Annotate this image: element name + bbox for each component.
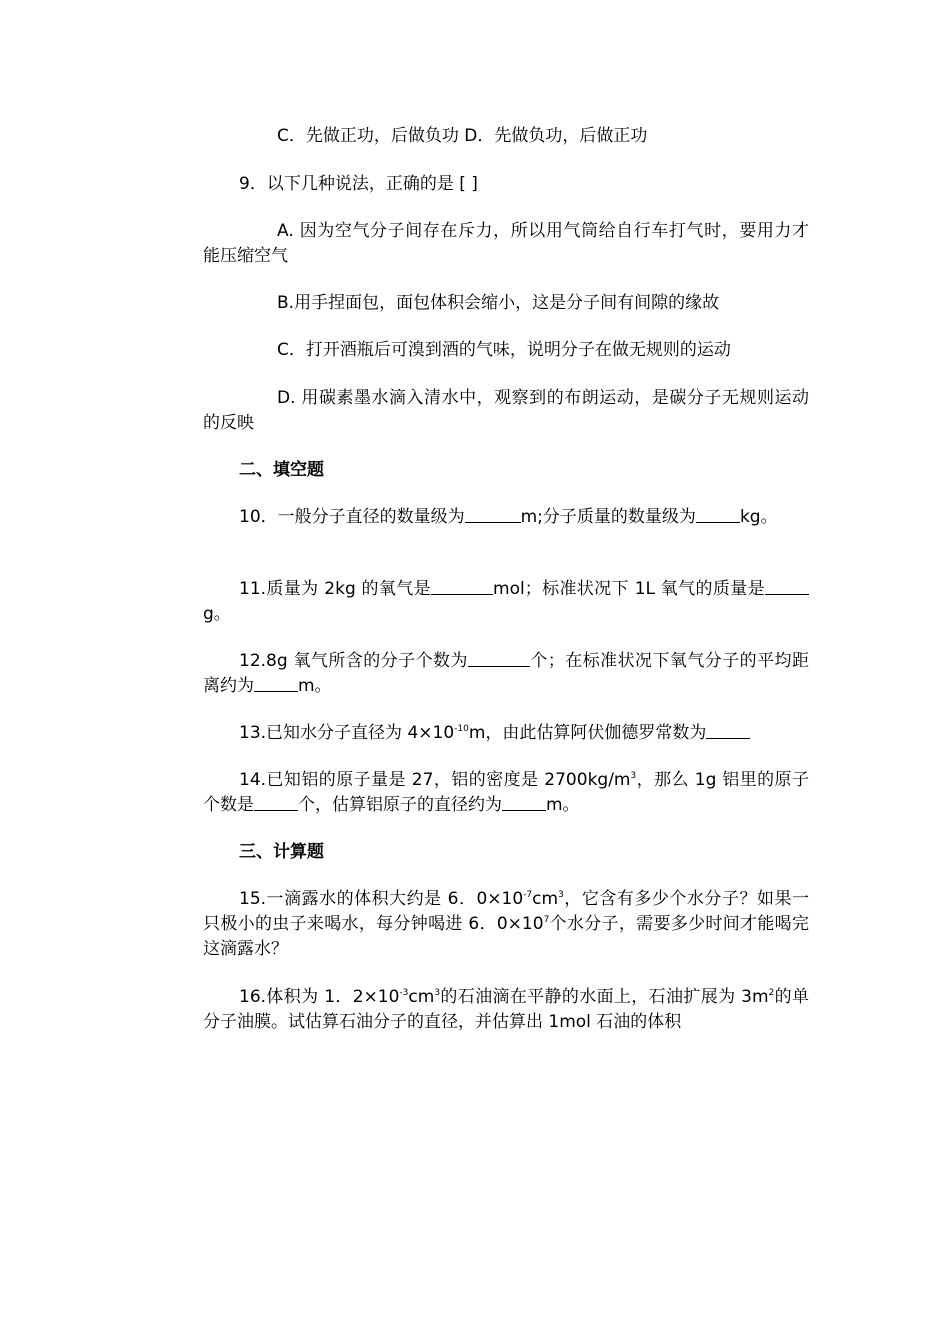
q9-option-b: B.用手捏面包，面包体积会缩小，这是分子间有间隙的缘故	[277, 293, 720, 313]
q11	[203, 577, 809, 627]
q9-option-a: A. 因为空气分子间存在斥力，所以用气筒给自行车打气时，要用力才能压缩空气	[203, 221, 809, 266]
q14-text-1: 14.已知铝的原子量是 27，铝的密度是 2700kg/m	[239, 770, 631, 790]
q9-stem: 9．以下几种说法，正确的是 [ ]	[239, 174, 478, 194]
q16-text-2: cm	[408, 987, 435, 1007]
q15-exponent-3: 7	[543, 915, 550, 925]
q12-blank-1	[468, 649, 530, 667]
q12-text-3: m。	[298, 676, 332, 696]
q15-text-4: 个水分子，需要多少时间才能喝完这滴露水？	[203, 914, 809, 959]
q16	[203, 985, 809, 1035]
q16-text-4: 的单分子油膜。试估算石油分子的直径，并估算出 1mol 石油的体积	[203, 987, 810, 1032]
q13-blank-1	[706, 721, 750, 739]
q16-exponent-3: 2	[768, 988, 775, 998]
q12-text-2: 个；在标准状况下氧气分子的平均距离约为	[203, 651, 810, 696]
section-calculation-title: 三、计算题	[239, 842, 324, 862]
q13	[203, 721, 809, 746]
q10-text-1: 10．一般分子直径的数量级为	[239, 507, 465, 527]
q14-blank-2	[502, 793, 546, 811]
q15-text-3: ，它含有多少个水分子？如果一只极小的虫子来喝水，每分钟喝进 6．0×10	[203, 889, 809, 934]
q15-text-2: cm	[532, 889, 559, 909]
q10-blank-2	[696, 505, 740, 523]
q13-text-2: m，由此估算阿伏伽德罗常数为	[468, 723, 707, 743]
q12	[203, 649, 809, 699]
q15-exponent-2: 3	[558, 890, 564, 900]
q12-text-1: 12.8g 氧气所含的分子个数为	[239, 651, 468, 671]
q11-blank-2	[765, 577, 809, 595]
q16-text-3: 的石油滴在平静的水面上，石油扩展为 3m	[440, 987, 769, 1007]
q13-exponent: -10	[454, 724, 469, 734]
q11-text-2: mol；标准状况下 1L 氧气的质量是	[493, 579, 765, 599]
q15-text-1: 15.一滴露水的体积大约是 6．0×10	[239, 889, 524, 909]
q14-exponent: 3	[630, 771, 637, 781]
q16-text-1: 16.体积为 1．2×10	[239, 987, 400, 1007]
q14-text-2: ，那么 1g 铝里的原子个数是	[203, 770, 809, 815]
section-fill-in-title: 二、填空题	[239, 460, 324, 480]
q14-blank-1	[254, 793, 298, 811]
q10	[203, 505, 809, 530]
q9-option-c: C．打开酒瓶后可溴到酒的气味，说明分子在做无规则的运动	[277, 340, 731, 360]
q11-text-3: g。	[203, 604, 231, 624]
q12-blank-2	[254, 674, 298, 692]
q14	[203, 768, 809, 818]
q11-blank-1	[431, 577, 493, 595]
q8-options-cd: C．先做正功，后做负功 D．先做负功，后做正功	[277, 126, 648, 146]
q15-exponent-1: -7	[523, 890, 533, 900]
q10-blank-1	[465, 505, 521, 523]
q16-exponent-2: 3	[434, 988, 441, 998]
q10-text-3: kg。	[739, 507, 778, 527]
q10-text-2: m;分子质量的数量级为	[520, 507, 696, 527]
q13-text-1: 13.已知水分子直径为 4×10	[239, 723, 455, 743]
q16-exponent-1: -3	[399, 988, 409, 998]
q14-text-3: 个，估算铝原子的直径约为	[298, 795, 502, 815]
q11-text-1: 11.质量为 2kg 的氧气是	[239, 579, 432, 599]
q15	[203, 887, 809, 962]
q9-option-d: D. 用碳素墨水滴入清水中，观察到的布朗运动，是碳分子无规则运动的反映	[203, 388, 809, 433]
q14-text-4: m。	[546, 795, 580, 815]
